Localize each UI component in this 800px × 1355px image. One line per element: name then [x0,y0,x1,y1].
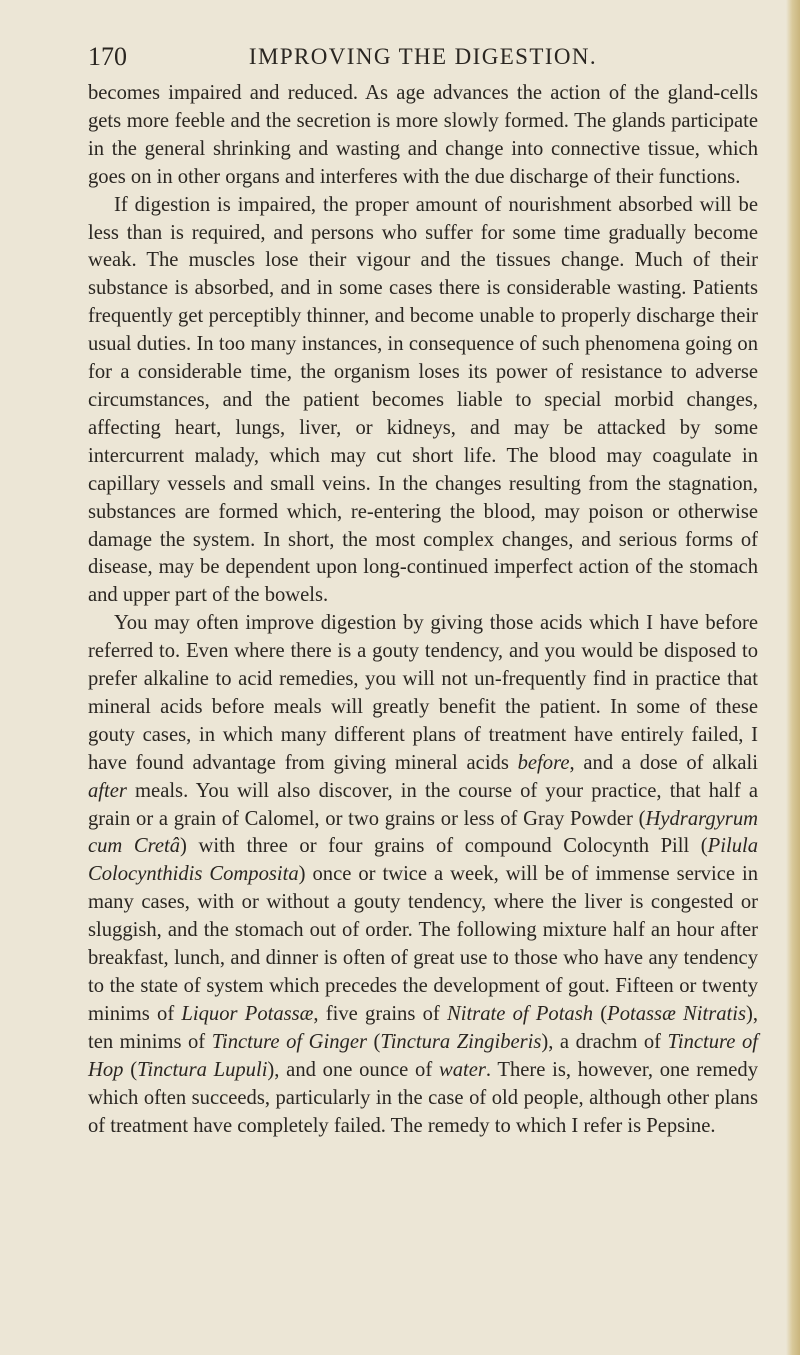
italic-run: after [88,779,127,802]
paragraph-1: becomes impaired and reduced. As age advances the action of the gland-cells gets more feeble and the secretion is more slowly formed. The glands participate in the general shrinking and wasting and change into connective tissue, which goes on in other organs and interferes with the due discharge of their functions. [88,82,758,188]
body-text [88,80,758,1140]
text-run: You may often improve digestion by giving those acids which I have before referred to. Even where there is a gouty tendency, and you would be disposed to prefer alkaline to acid remedies, you will not un-frequently find in practice that mineral acids before meals will greatly benefit the patient. In some of these gouty cases, in which many different plans of treatment have entirely failed, I have found advantage from giving mineral acids [88,612,758,774]
text-run: ), ten minims of [88,1002,758,1053]
italic-run: Pilula Colocynthidis Composita [88,835,759,886]
paragraph-2: If digestion is impaired, the proper amount of nourishment absorbed will be less than is required, and persons who suffer for some time gradually become weak. The muscles lose their vigour and the tissues change. Much of their substance is absorbed, and in some cases there is considerable wasting. Patients frequently get perceptibly thinner, and become unable to properly discharge their usual duties. In too many instances, in consequence of such phenomena going on for a considerable time, the organism loses its power of resistance to adverse circumstances, and the patient becomes liable to special morbid changes, affecting heart, lungs, liver, or kidneys, and may be attacked by some intercurrent malady, which may cut short life. The blood may coagulate in capillary vessels and small veins. In the changes resulting from the stagnation, substances are formed which, re-entering the blood, may poison or otherwise damage the system. In short, the most complex changes, and serious forms of disease, may be dependent upon long-continued imperfect action of the stomach and upper part of the bowels. [88,193,758,607]
text-run: , five grains of [313,1002,447,1025]
italic-run: Liquor Potassæ [181,1002,314,1025]
running-head: IMPROVING THE DIGESTION. [248,44,598,69]
italic-run: Tinctura Lupuli [137,1058,268,1081]
text-run: ( [123,1058,138,1081]
page-number: 170 [88,42,127,71]
paragraph-3 [88,610,758,1140]
text-run: ) with three or four grains of compound Colocynth Pill ( [180,835,708,858]
text-run: ) once or twice a week, will be of immense service in many cases, with or without a gouty tendency, where the liver is congested or sluggish, and the stomach out of order. The following mixture half an hour after breakfast, lunch, and dinner is often of great use to those who have any tendency to the state of system which precedes the development of gout. Fifteen or twenty minims of [88,863,758,1025]
text-run: ( [593,1002,608,1025]
text-run: meals. You will also discover, in the course of your practice, that half a grain or a grain of Calomel, or two grains or less of Gray Powder ( [88,779,758,830]
italic-run: Tincture of Hop [88,1030,758,1081]
page-header [88,40,758,74]
text-run: , and a dose of alkali [569,751,758,774]
italic-run: Nitrate of Potash [447,1002,594,1025]
italic-run: before [517,751,570,774]
text-run: ( [366,1030,381,1053]
text-run: ), and one ounce of [267,1058,439,1081]
page-edge [786,0,800,1355]
italic-run: Hydrargyrum cum Cretâ [88,807,758,858]
italic-run: Tinctura Zingiberis [380,1030,542,1053]
italic-run: Potassæ Nitratis [607,1002,746,1025]
text-run: . There is, however, one remedy which often succeeds, particularly in the case of old people, although other plans of treatment have completely failed. The remedy to which I refer is Pepsine. [88,1058,758,1137]
text-run: ), a drachm of [541,1030,668,1053]
italic-run: water [438,1058,486,1081]
italic-run: Tincture of Ginger [211,1030,367,1053]
